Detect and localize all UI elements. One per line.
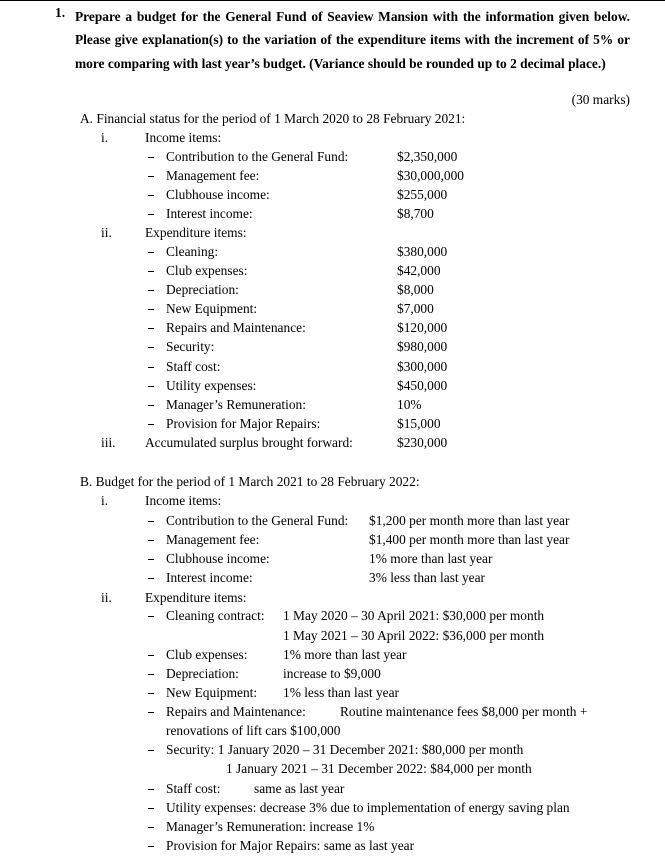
list-item-label: Interest income: bbox=[166, 570, 253, 585]
bullet-dash bbox=[148, 674, 154, 675]
question-text: Prepare a budget for the General Fund of Seaview Mansion with the information given below. Please give explanation(s) to the variation of the expenditure items with the increment of 5% or more comparing with last year’s budget. (Variance should be rounded up to 2 decimal place.) bbox=[75, 9, 630, 71]
list-item-value: $8,700 bbox=[397, 206, 434, 221]
bullet-dash bbox=[148, 328, 154, 329]
list-item-value: $255,000 bbox=[397, 187, 448, 202]
bullet-dash bbox=[148, 252, 154, 253]
list-item-label: Utility expenses: bbox=[166, 378, 257, 393]
provision-major-repairs: Provision for Major Repairs: same as last year bbox=[166, 838, 415, 853]
list-item-value: $1,200 per month more than last year bbox=[369, 513, 570, 528]
bullet-dash bbox=[148, 347, 154, 348]
bullet-dash bbox=[148, 405, 154, 406]
list-item-label: Club expenses: bbox=[166, 263, 248, 278]
list-item-label: Repairs and Maintenance: bbox=[166, 320, 306, 335]
surplus-label: Accumulated surplus brought forward: bbox=[145, 435, 353, 450]
list-item-label: Cleaning: bbox=[166, 244, 219, 259]
repairs-label: Repairs and Maintenance: bbox=[166, 704, 306, 719]
bullet-dash bbox=[148, 386, 154, 387]
manager-remuneration: Manager’s Remuneration: increase 1% bbox=[166, 819, 375, 834]
list-item-label: Depreciation: bbox=[166, 282, 239, 297]
bullet-dash bbox=[148, 424, 154, 425]
staff-cost-label: Staff cost: bbox=[166, 781, 221, 796]
club-expenses-label: Club expenses: bbox=[166, 647, 248, 662]
security-line-2: 1 January 2021 – 31 December 2022: $84,000 per month bbox=[226, 761, 532, 776]
list-item-label: Manager’s Remuneration: bbox=[166, 397, 306, 412]
list-item-label: Provision for Major Repairs: bbox=[166, 416, 321, 431]
bullet-dash bbox=[148, 309, 154, 310]
section-a-income-label: Income items: bbox=[145, 130, 222, 145]
section-b-heading: B. Budget for the period of 1 March 2021 to 28 February 2022: bbox=[80, 474, 420, 489]
cleaning-line-1: 1 May 2020 – 30 April 2021: $30,000 per month bbox=[283, 608, 545, 623]
bullet-dash bbox=[148, 808, 154, 809]
bullet-dash bbox=[148, 655, 154, 656]
bullet-dash bbox=[148, 693, 154, 694]
bullet-dash bbox=[148, 578, 154, 579]
section-b-expenditure-label: Expenditure items: bbox=[145, 590, 247, 605]
section-b-income-label: Income items: bbox=[145, 493, 222, 508]
list-item-value: $1,400 per month more than last year bbox=[369, 532, 570, 547]
section-a-heading: A. Financial status for the period of 1 March 2020 to 28 February 2021: bbox=[80, 111, 466, 126]
section-a-i-number: i. bbox=[101, 130, 109, 145]
list-item-label: Security: bbox=[166, 339, 215, 354]
utility-expenses: Utility expenses: decrease 3% due to implementation of energy saving plan bbox=[166, 800, 570, 815]
list-item-value: $15,000 bbox=[397, 416, 441, 431]
list-item-value: $380,000 bbox=[397, 244, 448, 259]
cleaning-line-2: 1 May 2021 – 30 April 2022: $36,000 per month bbox=[283, 628, 545, 643]
list-item-label: Clubhouse income: bbox=[166, 187, 270, 202]
bullet-dash bbox=[148, 214, 154, 215]
bullet-dash bbox=[148, 195, 154, 196]
section-a-iii-number: iii. bbox=[101, 435, 116, 450]
depreciation-label: Depreciation: bbox=[166, 666, 239, 681]
list-item-label: Interest income: bbox=[166, 206, 253, 221]
question-number: 1. bbox=[55, 5, 66, 20]
list-item-value: $30,000,000 bbox=[397, 168, 464, 183]
club-expenses-value: 1% more than last year bbox=[283, 647, 407, 662]
section-b-ii-number: ii. bbox=[101, 590, 112, 605]
list-item-value: $2,350,000 bbox=[397, 149, 458, 164]
bullet-dash bbox=[148, 367, 154, 368]
list-item-value: 10% bbox=[397, 397, 422, 412]
bullet-dash bbox=[148, 176, 154, 177]
section-a-expenditure-label: Expenditure items: bbox=[145, 225, 247, 240]
bullet-dash bbox=[148, 616, 154, 617]
section-a-ii-number: ii. bbox=[101, 225, 112, 240]
list-item-label: Contribution to the General Fund: bbox=[166, 513, 349, 528]
bullet-dash bbox=[148, 157, 154, 158]
list-item-label: Contribution to the General Fund: bbox=[166, 149, 349, 164]
bullet-dash bbox=[148, 521, 154, 522]
bullet-dash bbox=[148, 271, 154, 272]
list-item-value: $980,000 bbox=[397, 339, 448, 354]
bullet-dash bbox=[148, 846, 154, 847]
list-item-label: Staff cost: bbox=[166, 359, 221, 374]
bullet-dash bbox=[148, 750, 154, 751]
bullet-dash bbox=[148, 540, 154, 541]
list-item-label: Management fee: bbox=[166, 532, 260, 547]
list-item-value: $7,000 bbox=[397, 301, 434, 316]
repairs-value: Routine maintenance fees $8,000 per month + bbox=[340, 704, 588, 719]
security-line-1: Security: 1 January 2020 – 31 December 2021: $80,000 per month bbox=[166, 742, 524, 757]
surplus-value: $230,000 bbox=[397, 435, 448, 450]
depreciation-value: increase to $9,000 bbox=[283, 666, 381, 681]
bullet-dash bbox=[148, 559, 154, 560]
bullet-dash bbox=[148, 789, 154, 790]
bullet-dash bbox=[148, 827, 154, 828]
list-item-value: $300,000 bbox=[397, 359, 448, 374]
list-item-value: $42,000 bbox=[397, 263, 441, 278]
list-item-value: 3% less than last year bbox=[369, 570, 486, 585]
section-b-i-number: i. bbox=[101, 493, 109, 508]
cleaning-label: Cleaning contract: bbox=[166, 608, 265, 623]
bullet-dash bbox=[148, 290, 154, 291]
bullet-dash bbox=[148, 712, 154, 713]
list-item-value: $450,000 bbox=[397, 378, 448, 393]
new-equipment-value: 1% less than last year bbox=[283, 685, 400, 700]
list-item-value: $120,000 bbox=[397, 320, 448, 335]
list-item-label: Management fee: bbox=[166, 168, 260, 183]
list-item-value: $8,000 bbox=[397, 282, 434, 297]
list-item-label: Clubhouse income: bbox=[166, 551, 270, 566]
repairs-continuation: renovations of lift cars $100,000 bbox=[166, 723, 341, 738]
staff-cost-value: same as last year bbox=[254, 781, 345, 796]
marks-label: (30 marks) bbox=[571, 92, 630, 107]
new-equipment-label: New Equipment: bbox=[166, 685, 258, 700]
list-item-label: New Equipment: bbox=[166, 301, 258, 316]
list-item-value: 1% more than last year bbox=[369, 551, 493, 566]
